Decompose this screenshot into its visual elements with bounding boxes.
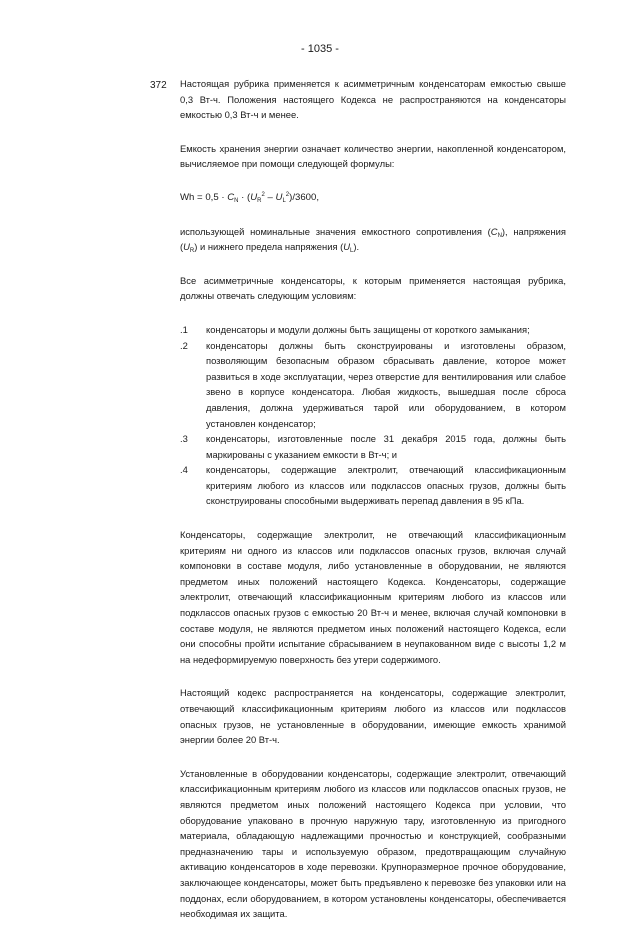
energy-formula (180, 190, 566, 206)
terms-u-rated: U (183, 241, 190, 253)
condition-number: .3 (180, 433, 188, 445)
condition-text: конденсаторы, содержащие электролит, отвечающий классификационным критериям любого из классов или подклассов опасных грузов, должны быть сконструированы способными выдерживать перепад давления в 95 кПа. (206, 464, 566, 507)
terms-text-4: ). (353, 241, 360, 253)
terms-u-lower-sub: L (350, 248, 354, 255)
condition-text: конденсаторы, изготовленные после 31 декабря 2015 года, должны быть маркированы с указанием емкости в Вт-ч; и (206, 433, 566, 460)
terms-text-2: ), напряжения ( (180, 225, 566, 253)
page-number: - 1035 - (301, 43, 339, 55)
formula-c-sub: N (234, 197, 239, 204)
terms-c: C (490, 225, 498, 237)
paragraph-formula-terms (180, 224, 566, 255)
paragraph-definition: Емкость хранения энергии означает количество энергии, накопленной конденсатором, вычисляемое при помощи следующей формулы: (180, 142, 566, 170)
condition-number: .1 (180, 323, 188, 335)
formula-u-rated-sub: R (257, 197, 262, 204)
paragraph-conditions-intro: Все асимметричные конденсаторы, к которым применяется настоящая рубрика, должны отвечать следующим условиям: (180, 274, 566, 302)
paragraph-applicability: Настоящий кодекс распространяется на конденсаторы, содержащие электролит, отвечающий классификационным критериям любого из классов или подклассов опасных грузов, не установленные в оборудовании, имеющие емкость хранимой энергии более 20 Вт-ч. (180, 687, 566, 746)
formula-suffix: )/3600, (289, 191, 319, 203)
formula-u-lower-sup: 2 (285, 191, 290, 198)
formula-prefix: Wh = 0,5 · (180, 191, 228, 203)
formula-mid1: · ( (238, 191, 251, 203)
section-body (180, 76, 566, 940)
condition-item (180, 462, 566, 509)
paragraph-scope: Настоящая рубрика применяется к асимметричным конденсаторам емкостью свыше 0,3 Вт-ч. Положения настоящего Кодекса не распространяются на конденсаторы емкостью 0,3 Вт-ч и менее. (180, 78, 566, 121)
formula-u-lower: U (275, 191, 283, 203)
terms-text-3: ) и нижнего предела напряжения ( (194, 241, 344, 253)
condition-item (180, 338, 566, 432)
paragraph-non-dangerous-electrolyte: Конденсаторы, содержащие электролит, не отвечающий классификационным критериям ни одного из классов или подклассов опасных грузов, включая случай компоновки в составе модуля, либо установленные в оборудовании, не являются предметом иных положений настоящего Кодекса. Конденсаторы, содержащие электролит, отвечающий классификационным критериям любого из классов или подклассов опасных грузов с емкостью 20 Вт-ч и менее, включая случай компоновки в составе модуля, не являются предметом иных положений настоящего Кодекса, если они способны пройти испытание сбрасыванием в неупакованном виде с высоты 1,2 м на недеформируемую поверхность без утери содержимого. (180, 529, 566, 665)
condition-text: конденсаторы и модули должны быть защищены от короткого замыкания; (206, 323, 530, 335)
terms-u-rated-sub: R (189, 248, 195, 255)
condition-number: .2 (180, 339, 188, 351)
conditions-list (180, 322, 566, 509)
condition-item (180, 431, 566, 462)
condition-item (180, 322, 566, 338)
paragraph-installed-in-equipment: Установленные в оборудовании конденсаторы, содержащие электролит, отвечающий классификационным критериям любого из классов или подклассов опасных грузов, не являются предметом иных положений настоящего Кодекса при условии, что оборудование упаковано в прочную наружную тару, изготовленную из пригодного материала, обладающую надлежащими прочностью и конструкцией, сообразными предназначению тары и используемую образом, предотвращающим случайную активацию конденсаторов в ходе перевозки. Крупноразмерное прочное оборудование, заключающее конденсаторы, может быть предъявлено к перевозке без упаковки или на поддонах, если оборудованием, в котором установлены конденсаторы, обеспечивается необходимая их защита. (180, 767, 566, 920)
terms-u-lower: U (343, 241, 351, 253)
formula-mid2: – (264, 191, 276, 203)
formula-u-rated-sup: 2 (261, 191, 265, 198)
terms-text-1: использующей номинальные значения емкостного сопротивления ( (180, 225, 491, 237)
formula-c: C (227, 191, 235, 203)
section-number: 372 (150, 80, 167, 91)
formula-u-lower-sub: L (282, 197, 286, 204)
condition-number: .4 (180, 464, 188, 476)
terms-c-sub: N (497, 232, 502, 239)
condition-text: конденсаторы должны быть сконструированы и изготовлены образом, позволяющим безопасным образом сбрасывать давление, которое может развиться в ходе эксплуатации, через отверстие для вентилирования или слабое звено в корпусе конденсатора. Любая жидкость, вышедшая после сброса давления, должна удерживаться тарой или оборудованием, в котором установлен конденсатор; (206, 339, 566, 429)
formula-u-rated: U (250, 191, 258, 203)
